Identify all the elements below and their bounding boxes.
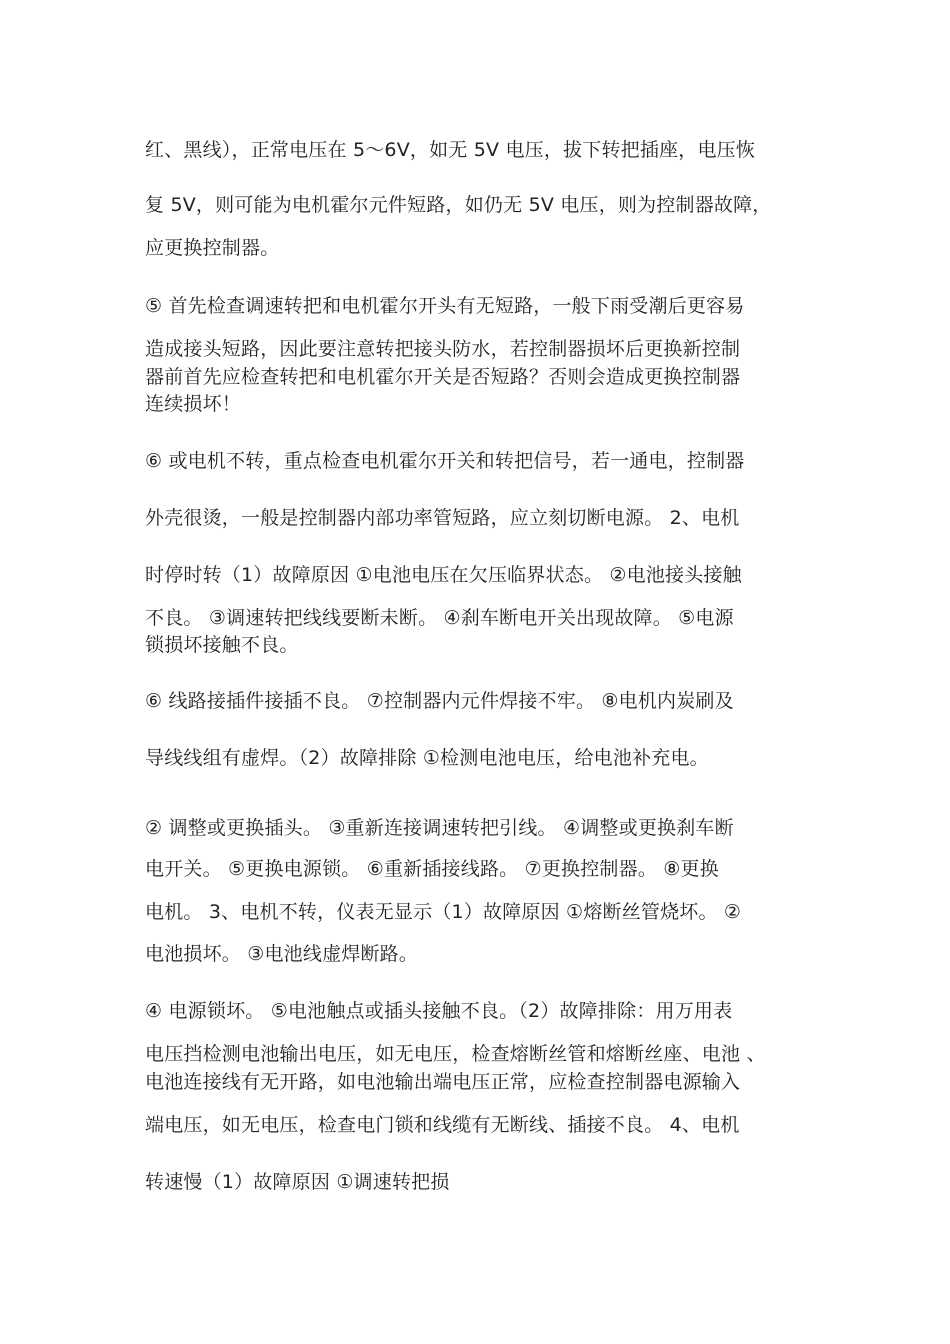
text-line: 造成接头短路，因此要注意转把接头防水，若控制器损坏后更换新控制	[145, 338, 741, 360]
text-line: 红、黑线），正常电压在 5～6V，如无 5V 电压，拔下转把插座，电压恢	[145, 139, 756, 161]
text-line: 时停时转（1）故障原因 ①电池电压在欠压临界状态。 ②电池接头接触	[145, 564, 742, 586]
text-line: 应更换控制器。	[145, 237, 280, 259]
text-line: 导线线组有虚焊。（2）故障排除 ①检测电池电压，给电池补充电。	[145, 747, 709, 769]
text-line: 锁损坏接触不良。	[145, 634, 299, 656]
text-line: ⑤ 首先检查调速转把和电机霍尔开头有无短路，一般下雨受潮后更容易	[145, 295, 745, 317]
text-line: ② 调整或更换插头。 ③重新连接调速转把引线。 ④调整或更换刹车断	[145, 817, 734, 839]
text-line: 端电压，如无电压，检查电门锁和线缆有无断线、插接不良。 4、电机	[145, 1114, 740, 1136]
text-line: 连续损坏！	[145, 393, 242, 415]
text-line: ④ 电源锁坏。 ⑤电池触点或插头接触不良。（2）故障排除：用万用表	[145, 1000, 733, 1022]
text-line: 电池损坏。 ③电池线虚焊断路。	[145, 943, 419, 965]
text-line: 电机。 3、电机不转，仪表无显示（1）故障原因 ①熔断丝管烧坏。 ②	[145, 901, 742, 923]
text-line: 不良。 ③调速转把线线要断未断。 ④刹车断电开关出现故障。 ⑤电源	[145, 607, 734, 629]
text-line: 转速慢（1）故障原因 ①调速转把损	[145, 1171, 450, 1193]
text-line: 电池连接线有无开路，如电池输出端电压正常，应检查控制器电源输入	[145, 1071, 741, 1093]
text-line: 电开关。 ⑤更换电源锁。 ⑥重新插接线路。 ⑦更换控制器。 ⑧更换	[145, 858, 719, 880]
text-line: ⑥ 或电机不转，重点检查电机霍尔开关和转把信号，若一通电，控制器	[145, 450, 745, 472]
text-line: 电压挡检测电池输出电压，如无电压，检查熔断丝管和熔断丝座、电池 、	[145, 1043, 766, 1065]
text-line: 外壳很烫，一般是控制器内部功率管短路，应立刻切断电源。 2、电机	[145, 507, 740, 529]
text-line: 器前首先应检查转把和电机霍尔开关是否短路？否则会造成更换控制器	[145, 366, 741, 388]
text-line: ⑥ 线路接插件接插不良。 ⑦控制器内元件焊接不牢。 ⑧电机内炭刷及	[145, 690, 734, 712]
text-line: 复 5V，则可能为电机霍尔元件短路，如仍无 5V 电压，则为控制器故障，	[145, 194, 772, 216]
